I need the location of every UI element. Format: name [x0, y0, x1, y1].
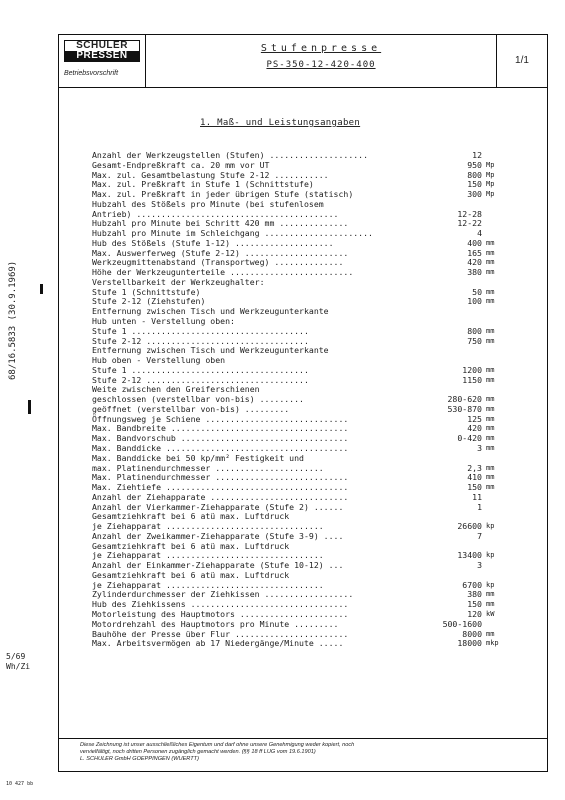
spec-label: je Ziehapparat ................................: [92, 550, 324, 561]
spec-unit: mm: [486, 297, 495, 306]
spec-label: Max. zul. Preßkraft in Stufe 1 (Schnittstufe): [92, 179, 314, 190]
title-block: [58, 34, 548, 88]
spec-label: Gesamtziehkraft bei 6 atü max. Luftdruck: [92, 511, 290, 522]
spec-label: Hubzahl pro Minute im Schleichgang ......................: [92, 228, 373, 239]
spec-value: 26600: [457, 521, 482, 532]
model-number: PS-350-12-420-400: [266, 60, 376, 70]
spec-value: 280-620: [447, 394, 482, 405]
spec-label: Entfernung zwischen Tisch und Werkzeugunterkante: [92, 345, 329, 356]
spec-unit: mm: [486, 463, 495, 472]
spec-unit: mm: [486, 424, 495, 433]
spec-value: 100: [467, 296, 482, 307]
spec-label: Hub des Stößels (Stufe 1-12) ....................: [92, 237, 334, 248]
spec-label: Motordrehzahl des Hauptmotors pro Minute .........: [92, 618, 339, 629]
spec-unit: Mp: [486, 170, 495, 179]
spec-label: Zylinderdurchmesser der Ziehkissen ..................: [92, 589, 354, 600]
spec-value: 2,3: [467, 462, 482, 473]
spec-unit: mm: [486, 443, 495, 452]
spec-unit: mm: [486, 434, 495, 443]
spec-label: Entfernung zwischen Tisch und Werkzeugunterkante: [92, 306, 329, 317]
spec-unit: mm: [486, 395, 495, 404]
spec-unit: mm: [486, 629, 495, 638]
page-number: 1/1: [515, 55, 529, 66]
spec-value: 380: [467, 589, 482, 600]
spec-value: 530-870: [447, 403, 482, 414]
spec-unit: mm: [486, 375, 495, 384]
spec-label: Stufe 1 (Schnittstufe): [92, 286, 201, 297]
spec-value: 12: [472, 150, 482, 160]
punch-mark-small: [40, 284, 43, 294]
page-cell: [496, 34, 548, 88]
spec-label: Bauhöhe der Presse über Flur .......................: [92, 628, 349, 639]
spec-value: 800: [467, 325, 482, 336]
spec-unit: mm: [486, 365, 495, 374]
spec-value: 150: [467, 482, 482, 493]
logo-line-1: SCHULER: [76, 40, 128, 51]
spec-unit: mm: [486, 483, 495, 492]
spec-label: Gesamtziehkraft bei 6 atü max. Luftdruck: [92, 569, 290, 580]
spec-value: 12-28: [457, 208, 482, 219]
spec-label: Max. zul. Preßkraft in jeder übrigen Stufe (statisch): [92, 189, 354, 200]
spec-value: 50: [472, 286, 482, 297]
spec-unit: Mp: [486, 190, 495, 199]
spec-value: 0-420: [457, 433, 482, 444]
bottom-note: 10 427 bb: [6, 781, 34, 787]
spec-unit: kp: [486, 580, 495, 589]
spec-label: Max. Auswerferweg (Stufe 2-12) .....................: [92, 247, 349, 258]
spec-label: Anzahl der Vierkammer-Ziehapparate (Stufe 2) ......: [92, 501, 344, 512]
spec-value: 1200: [462, 364, 482, 375]
spec-label: Gesamt-Endpreßkraft ca. 20 mm vor UT: [92, 159, 270, 170]
spec-value: 11: [472, 491, 482, 502]
spec-value: 380: [467, 267, 482, 278]
spec-unit: mm: [486, 336, 495, 345]
spec-label: je Ziehapparat ................................: [92, 521, 324, 532]
spec-unit: kp: [486, 551, 495, 560]
spec-unit: Mp: [486, 180, 495, 189]
spec-label: Hub oben - Verstellung oben: [92, 355, 226, 366]
spec-value: 13400: [457, 550, 482, 561]
spec-row: [92, 639, 510, 649]
document-title: Stufenpresse: [260, 43, 382, 54]
spec-label: Max. zul. Gesamtbelastung Stufe 2-12 ...........: [92, 169, 329, 180]
logo-line-2: PRESSEN: [65, 51, 139, 61]
spec-label: je Ziehapparat ................................: [92, 579, 324, 590]
spec-label: Max. Bandbreite ....................................: [92, 423, 349, 434]
spec-value: 420: [467, 423, 482, 434]
spec-label: Max. Bandvorschub ..................................: [92, 433, 349, 444]
spec-value: 4: [477, 228, 482, 239]
spec-label: max. Platinendurchmesser ......................: [92, 462, 324, 473]
schuler-logo: [64, 40, 140, 62]
spec-unit: kp: [486, 522, 495, 531]
spec-unit: mm: [486, 590, 495, 599]
spec-label: Öffnungsweg je Schiene .............................: [92, 413, 349, 424]
spec-label: Antrieb) .........................................: [92, 208, 339, 219]
spec-label: Hub des Ziehkissens ................................: [92, 599, 349, 610]
spec-label: Anzahl der Einkammer-Ziehapparate (Stufe 10-12) ...: [92, 560, 344, 571]
spec-value: 8000: [462, 628, 482, 639]
spec-value: 150: [467, 599, 482, 610]
spec-value: 12-22: [457, 218, 482, 229]
logo-cell: [58, 34, 146, 88]
section-title: 1. Maß- und Leistungsangaben: [200, 118, 361, 128]
spec-unit: mm: [486, 414, 495, 423]
spec-value: 300: [467, 189, 482, 200]
spec-label: Max. Ziehtiefe .....................................: [92, 482, 349, 493]
copyright-footer: [58, 738, 548, 772]
punch-mark: [28, 400, 31, 414]
side-note: 5/69 Wh/Zi: [6, 652, 31, 671]
spec-value: 18000: [457, 638, 482, 649]
spec-unit: mm: [486, 326, 495, 335]
title-cell: [146, 34, 496, 88]
spec-value: 750: [467, 335, 482, 346]
spec-unit: mm: [486, 600, 495, 609]
spec-label: Anzahl der Werkzeugstellen (Stufen) ....................: [92, 150, 369, 160]
spec-unit: mm: [486, 287, 495, 296]
spec-label: Weite zwischen den Greiferschienen: [92, 384, 260, 395]
spec-label: Max. Banddicke .....................................: [92, 442, 349, 453]
spec-label: Anzahl der Ziehapparate ............................: [92, 491, 349, 502]
footer-line-2: vervielfältigt, noch dritten Personen zugänglich gemacht werden. (§§ 18 ff LUG vom 19.6.1901): [80, 749, 316, 755]
spec-value: 120: [467, 608, 482, 619]
spec-label: Motorleistung des Hauptmotors ......................: [92, 608, 349, 619]
spec-label: geöffnet (verstellbar von-bis) .........: [92, 403, 290, 414]
spec-label: Stufe 2-12 (Ziehstufen): [92, 296, 206, 307]
spec-list: [92, 151, 510, 649]
spec-value: 150: [467, 179, 482, 190]
spec-unit: mm: [486, 473, 495, 482]
spec-label: Hubzahl des Stößels pro Minute (bei stufenlosem: [92, 198, 324, 209]
footer-line-3: L. SCHULER GmbH GOEPPINGEN (WUERTT): [80, 756, 199, 762]
spec-value: 410: [467, 472, 482, 483]
spec-unit: kW: [486, 609, 495, 618]
spec-value: 7: [477, 530, 482, 541]
document-type: Betriebsvorschrift: [64, 70, 119, 77]
spec-unit: mkp: [486, 639, 499, 648]
spec-label: Max. Platinendurchmesser ...........................: [92, 472, 349, 483]
spec-value: 125: [467, 413, 482, 424]
spec-value: 500-1600: [442, 618, 482, 629]
spec-label: Gesamtziehkraft bei 6 atü max. Luftdruck: [92, 540, 290, 551]
spec-unit: Mp: [486, 160, 495, 169]
spec-unit: mm: [486, 258, 495, 267]
spec-value: 400: [467, 237, 482, 248]
spec-label: Stufe 1 ....................................: [92, 325, 309, 336]
spec-unit: mm: [486, 268, 495, 277]
spec-unit: mm: [486, 404, 495, 413]
spec-value: 950: [467, 159, 482, 170]
spec-label: geschlossen (verstellbar von-bis) .........: [92, 394, 304, 405]
spec-label: Anzahl der Zweikammer-Ziehapparate (Stufe 3-9) ....: [92, 530, 344, 541]
spec-unit: mm: [486, 238, 495, 247]
spec-value: 1: [477, 501, 482, 512]
margin-reference: 68/16.5833 (30.9.1969): [8, 260, 18, 380]
spec-value: 1150: [462, 374, 482, 385]
spec-value: 800: [467, 169, 482, 180]
spec-value: 420: [467, 257, 482, 268]
spec-value: 3: [477, 560, 482, 571]
spec-label: Verstellbarkeit der Werkzeughalter:: [92, 276, 265, 287]
spec-label: Max. Banddicke bei 50 kp/mm² Festigkeit und: [92, 452, 304, 463]
spec-label: Höhe der Werkzeugunterteile .........................: [92, 267, 354, 278]
footer-line-1: Diese Zeichnung ist unser ausschließliches Eigentum und darf ohne unsere Genehmigung weder kopiert, noch: [80, 742, 355, 748]
spec-unit: mm: [486, 248, 495, 257]
spec-label: Stufe 2-12 .................................: [92, 374, 309, 385]
spec-label: Stufe 2-12 .................................: [92, 335, 309, 346]
spec-label: Hub unten - Verstellung oben:: [92, 316, 235, 327]
spec-label: Max. Arbeitsvermögen ab 17 Niedergänge/Minute .....: [92, 638, 344, 649]
spec-value: 165: [467, 247, 482, 258]
spec-value: 6700: [462, 579, 482, 590]
spec-value: 3: [477, 442, 482, 453]
spec-label: Hubzahl pro Minute bei Schritt 420 mm ..............: [92, 218, 349, 229]
spec-label: Werkzeugmittenabstand (Transportweg) ..............: [92, 257, 344, 268]
spec-label: Stufe 1 ....................................: [92, 364, 309, 375]
